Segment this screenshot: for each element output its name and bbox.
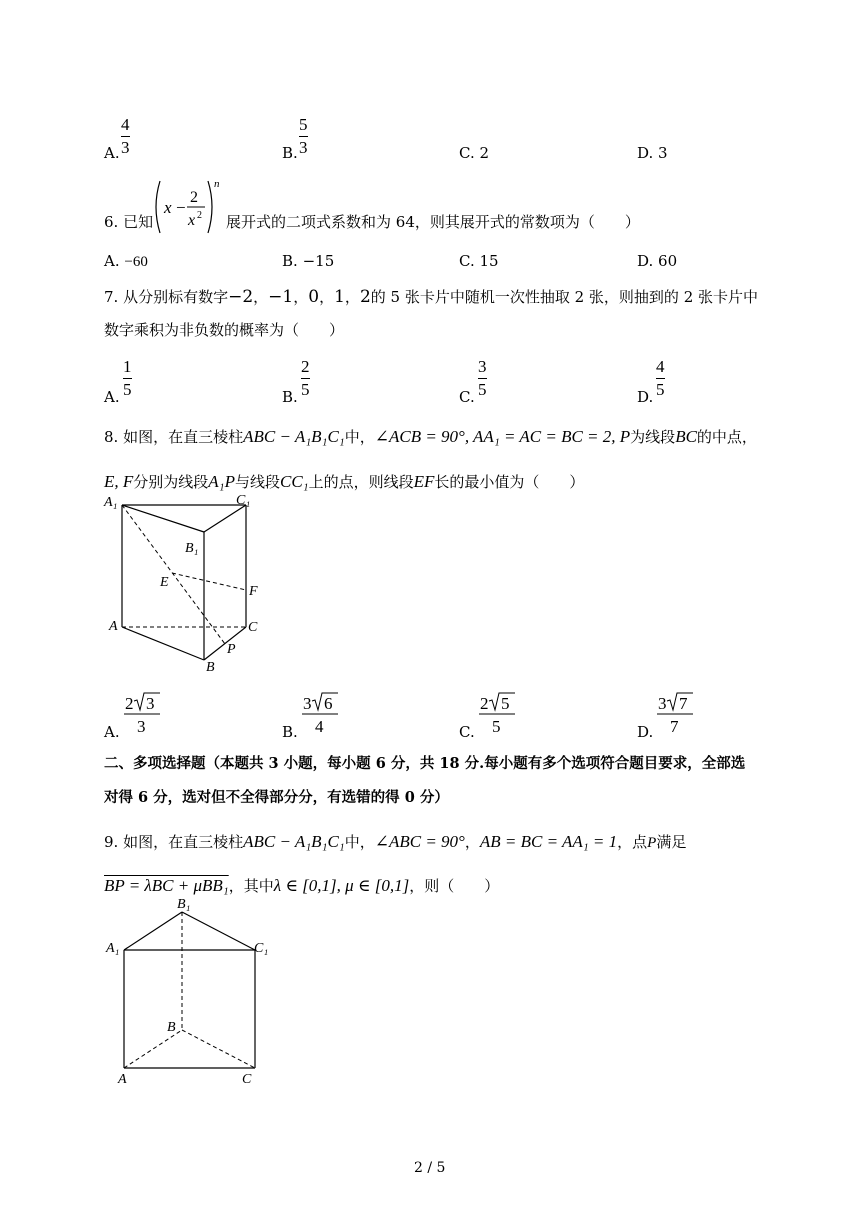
q8-option-c-label: C.	[459, 723, 475, 741]
q7-line-1: 7. 从分别标有数字−2，−1，0，1，2的 5 张卡片中随机一次性抽取 2 张，则抽到的 2 张卡片中	[104, 287, 759, 307]
svg-text:2: 2	[125, 694, 134, 713]
q7-num-5: 2	[359, 287, 371, 307]
q8-label-f: F	[249, 584, 258, 599]
svg-text:7: 7	[679, 694, 688, 713]
q6-den-exp: 2	[197, 210, 202, 221]
section-2-line-1: 二、多项选择题（本题共 3 小题，每小题 6 分，共 18 分.每小题有多个选项符合题目要求，全部选	[104, 755, 746, 772]
svg-text:5: 5	[501, 694, 510, 713]
svg-text:7: 7	[670, 717, 679, 736]
q8-option-d-value	[655, 690, 695, 740]
q5-option-c: C. 2	[459, 144, 490, 162]
svg-text:3: 3	[303, 694, 312, 713]
q8-option-a-value	[122, 690, 162, 740]
q6-option-a: A. −60	[104, 252, 148, 270]
q8-option-b-label: B.	[282, 723, 298, 741]
q9-label-a: A	[118, 1072, 127, 1087]
q6-exp: n	[214, 178, 220, 190]
q9-vector-equation: BP = λBC + μBB₁	[104, 876, 229, 895]
q9-line-1: 9. 如图，在直三棱柱ABC − A₁B₁C₁中，∠ABC = 90°，AB = BC = AA₁ = 1，点P满足	[104, 832, 687, 851]
q5-option-b-fraction	[299, 115, 308, 158]
denominator: 3	[299, 138, 308, 157]
q8-option-b-value	[300, 690, 340, 740]
q6-option-b: B. −15	[282, 252, 335, 270]
q9-label-c1: C₁	[254, 941, 269, 956]
q7-text-b: 的 5 张卡片中随机一次性抽取 2 张，则抽到的 2 张卡片中	[370, 288, 759, 306]
q5-option-a-fraction	[121, 115, 130, 158]
q7-num-3: 0	[308, 287, 320, 307]
q5-option-a-label: A.	[104, 144, 120, 162]
svg-text:3: 3	[658, 694, 667, 713]
q8-label-a1: A₁	[104, 495, 118, 510]
q7-option-c-fraction: 3 5	[478, 357, 487, 399]
q7-option-a-label: A.	[104, 388, 120, 406]
q8-line-2: E, F分别为线段A₁P与线段CC₁上的点，则线段EF长的最小值为（ ）	[104, 472, 585, 491]
q7-option-c-label: C.	[459, 388, 475, 406]
numerator: 4	[121, 115, 130, 134]
q6-minus: −	[176, 198, 186, 217]
q7-option-a-fraction: 1 5	[123, 357, 132, 399]
q8-label-b: B	[206, 660, 215, 675]
q8-prism: ABC − A₁B₁C₁	[243, 427, 345, 446]
q5-option-b-label: B.	[282, 144, 298, 162]
q8-option-a-label: A.	[104, 723, 120, 741]
q8-prism-figure	[100, 490, 270, 680]
q6-x: x	[164, 198, 172, 217]
q8-label-c: C	[248, 620, 258, 635]
q6-prefix: 6. 已知	[104, 213, 154, 231]
q9-angle: ∠ABC = 90°	[374, 832, 465, 851]
q7-option-d-label: D.	[637, 388, 654, 406]
svg-text:3: 3	[146, 694, 155, 713]
svg-text:2: 2	[480, 694, 489, 713]
q9-label-a1: A₁	[106, 941, 120, 956]
q6-num: 2	[190, 189, 198, 206]
q8-label-p: P	[227, 642, 236, 657]
q8-option-d-label: D.	[637, 723, 654, 741]
svg-text:3: 3	[137, 717, 146, 736]
q8-label-c1: C₁	[236, 493, 251, 508]
q7-line-2: 数字乘积为非负数的概率为（ ）	[104, 321, 345, 339]
q9-prism: ABC − A₁B₁C₁	[243, 832, 345, 851]
q9-equation: AB = BC = AA₁ = 1	[479, 832, 618, 851]
q8-line-1: 8. 如图，在直三棱柱ABC − A₁B₁C₁中，∠ACB = 90°, AA₁ = AC = BC = 2, P为线段BC的中点，	[104, 427, 757, 446]
q7-option-b-fraction: 2 5	[301, 357, 310, 399]
q7-num-2: −1	[268, 287, 294, 307]
q9-label-b: B	[167, 1020, 176, 1035]
denominator: 3	[121, 138, 130, 157]
q8-option-c-value	[477, 690, 517, 740]
svg-text:4: 4	[315, 717, 324, 736]
page-number: 2 / 5	[414, 1160, 446, 1176]
q9-line-2: BP = λBC + μBB₁，其中λ ∈ [0,1], μ ∈ [0,1]，则（ ）	[104, 876, 500, 895]
q7-num-4: 1	[334, 287, 345, 307]
section-2-line-2: 对得 6 分，选对但不全得部分分，有选错的得 0 分）	[104, 789, 449, 806]
q8-condition: ∠ACB = 90°, AA₁ = AC = BC = 2, P	[374, 427, 631, 446]
q9-prism-figure	[110, 895, 280, 1080]
q9-range: λ ∈ [0,1], μ ∈ [0,1]	[273, 876, 410, 895]
q6-stem: 展开式的二项式系数和为 64，则其展开式的常数项为（ ）	[226, 213, 640, 231]
q5-option-d: D. 3	[637, 144, 668, 162]
q8-label-e: E	[160, 575, 169, 590]
q6-option-d: D. 60	[637, 252, 678, 270]
svg-text:6: 6	[324, 694, 333, 713]
svg-text:5: 5	[492, 717, 501, 736]
q6-den: x	[188, 212, 196, 229]
q8-label-b1: B₁	[185, 541, 199, 556]
q9-label-c: C	[242, 1072, 252, 1087]
q7-num-1: −2	[228, 287, 254, 307]
q7-option-d-fraction: 4 5	[656, 357, 665, 399]
q7-option-b-label: B.	[282, 388, 298, 406]
q6-binomial-expression	[150, 176, 230, 238]
q7-text-a: 7. 从分别标有数字	[104, 288, 229, 306]
q8-label-a: A	[109, 619, 118, 634]
q9-label-b1: B₁	[177, 897, 191, 912]
numerator: 5	[299, 115, 308, 134]
q6-option-c: C. 15	[459, 252, 499, 270]
